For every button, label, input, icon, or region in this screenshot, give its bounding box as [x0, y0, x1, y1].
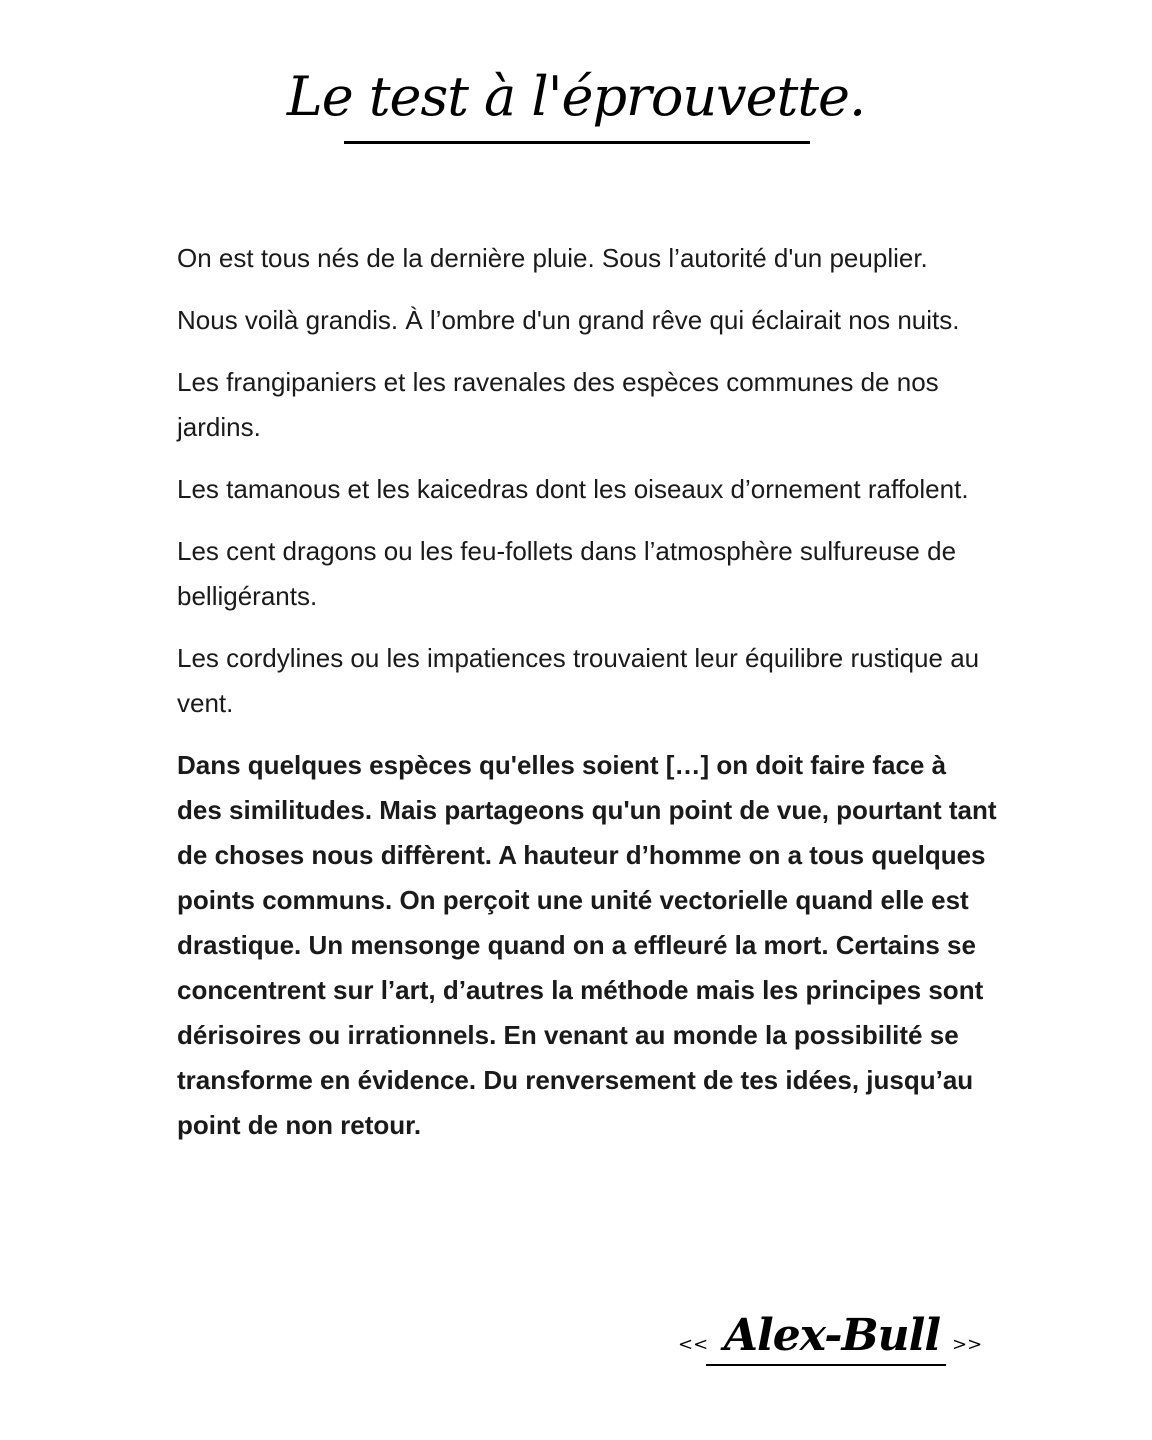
paragraph-2: Nous voilà grandis. À l’ombre d'un grand rêve qui éclairait nos nuits.	[177, 305, 960, 335]
bold-paragraph: Dans quelques espèces qu'elles soient […] on doit faire face à des similitudes. Mais partageons qu'un point de vue, pourtant tant de choses nous diffèrent. A hauteur d’homme on a tous quelques points communs. On perçoit une unité vectorielle quand elle est drastique. Un mensonge quand on a effleuré la mort. Certains se concentrent sur l’art, d’autres la méthode mais les principes sont dérisoires ou irrationnels. En venant au monde la possibilité se transforme en évidence. Du renversement de tes idées, jusqu’au point de non retour.	[177, 750, 997, 1140]
signature	[676, 1308, 1006, 1378]
signature-name: Alex-Bull	[723, 1310, 941, 1361]
title-underline	[344, 141, 810, 144]
poem-body	[177, 236, 997, 1148]
paragraph-5: Les cent dragons ou les feu-follets dans l’atmosphère sulfureuse de belligérants.	[177, 536, 957, 611]
paragraph-6: Les cordylines ou les impatiences trouvaient leur équilibre rustique au vent.	[177, 643, 980, 718]
document-title: Le test à l'éprouvette.	[286, 65, 866, 128]
paragraph-1: On est tous nés de la dernière pluie. Sous l’autorité d'un peuplier.	[177, 243, 928, 273]
signature-close-chevrons: >>	[952, 1334, 983, 1355]
paragraph-3: Les frangipaniers et les ravenales des espèces communes de nos jardins.	[177, 367, 939, 442]
paragraph-4: Les tamanous et les kaicedras dont les oiseaux d’ornement raffolent.	[177, 474, 969, 504]
signature-open-chevrons: <<	[678, 1334, 709, 1355]
signature-underline	[706, 1364, 946, 1366]
